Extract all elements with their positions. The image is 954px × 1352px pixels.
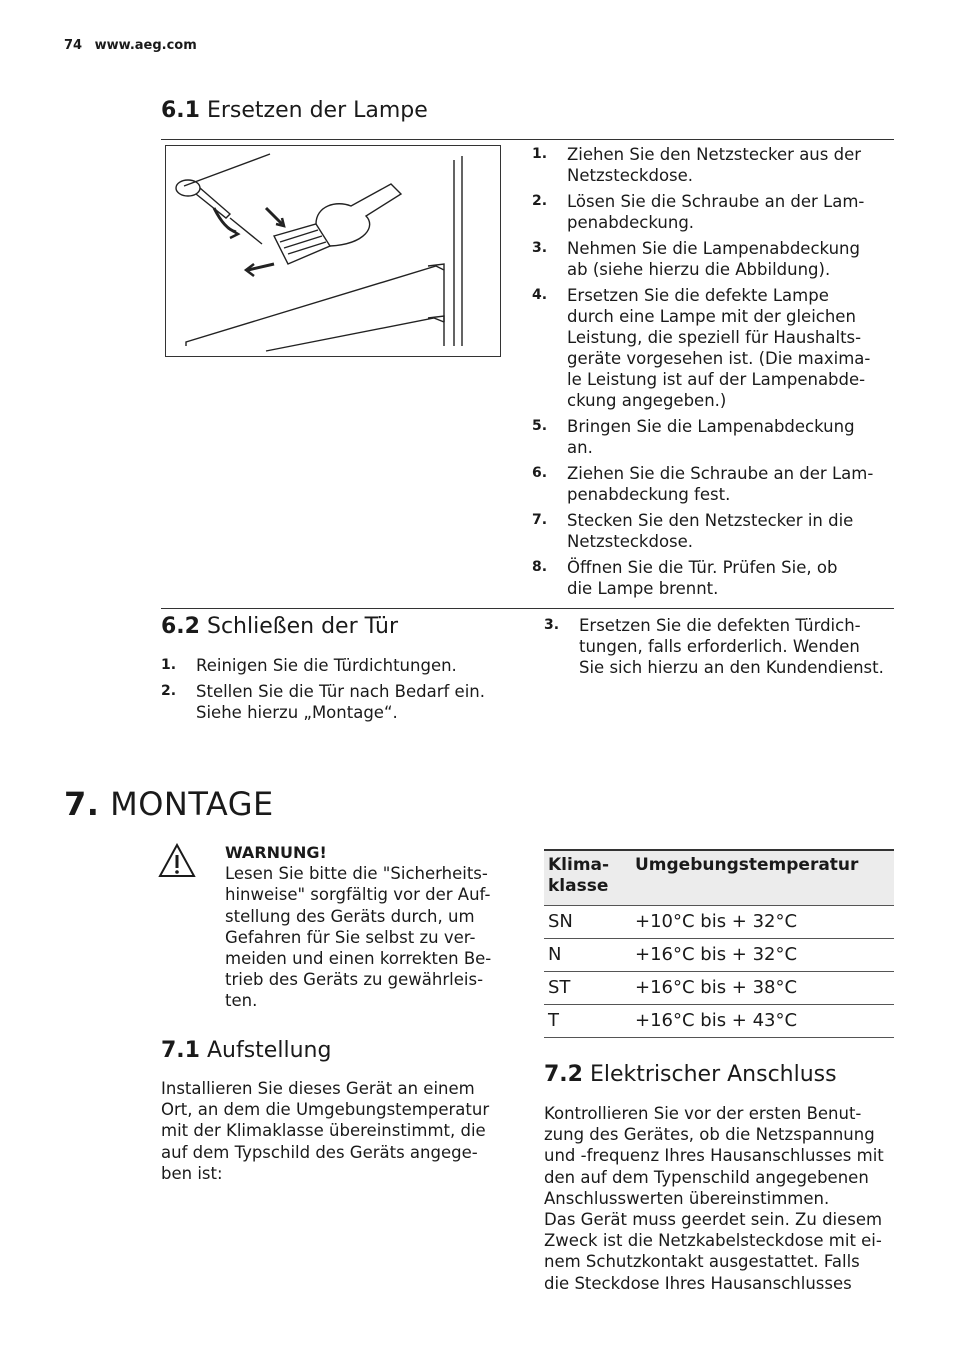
table-row: ST +16°C bis + 38°C [544,972,894,1005]
section-6-1-heading [161,97,428,125]
section-title: Ersetzen der Lampe [206,98,428,123]
website-link[interactable]: www.aeg.com [94,38,197,53]
list-item: 3. Ersetzen Sie die defekten Türdich- tungen, falls erforderlich. Wenden Sie sich hierzu an den Kundendienst. [544,616,884,677]
lamp-diagram-icon [166,146,500,356]
list-item: 8. Öffnen Sie die Tür. Prüfen Sie, ob die Lampe brennt. [532,558,838,598]
list-item: 2. Lösen Sie die Schraube an der Lam- penabdeckung. [532,192,865,232]
table-row: T +16°C bis + 43°C [544,1005,894,1038]
section-number: 6.1 [161,98,200,123]
section-title: Aufstellung [206,1038,332,1063]
lamp-steps-list [532,144,894,604]
list-item: 4. Ersetzen Sie die defekte Lampe durch eine Lampe mit der gleichen Leistung, die speziell für Haushalts- geräte vorgesehen ist. (Die maxima- le Leistung ist auf der Lampenabde- ckung angegeben.) [532,286,871,410]
section-7-2-heading [544,1061,837,1089]
list-item: 1. Reinigen Sie die Türdichtungen. [161,656,457,675]
table-row: N +16°C bis + 32°C [544,939,894,972]
chapter-heading [64,782,274,826]
column-header-temperature: Umgebungstemperatur [631,850,894,906]
page-header [64,38,197,53]
section-6-2-heading [161,613,398,641]
section-number: 6.2 [161,614,200,639]
list-item: 5. Bringen Sie die Lampenabdeckung an. [532,417,855,457]
electrical-text: Kontrollieren Sie vor der ersten Benut- zung des Gerätes, ob die Netzspannung und -frequenz Ihres Hausanschlusses mit den auf dem Typenschild angegebenen Anschlusswerten übereinstimmen. Das Gerät muss geerdet sein. Zu diesem Zweck ist die Netzkabelsteckdose mit ei- nem Schutzkontakt ausgestattet. Falls die Steckdose Ihres Hausanschlusses [544,1104,884,1293]
chapter-title: MONTAGE [110,785,274,823]
chapter-number: 7. [64,785,100,823]
climate-class-table [544,849,894,1038]
divider [161,139,894,140]
divider [161,608,894,609]
section-number: 7.2 [544,1062,583,1087]
page-number: 74 [64,38,83,53]
installation-text: Installieren Sie dieses Gerät an einem Ort, an dem die Umgebungstemperatur mit der Klimaklasse übereinstimmt, die auf dem Typschild des Geräts angege- ben ist: [161,1079,490,1183]
section-number: 7.1 [161,1038,200,1063]
table-row: SN +10°C bis + 32°C [544,906,894,939]
door-steps-list [161,655,511,728]
warning-block: WARNUNG! Lesen Sie bitte die "Sicherheits- hinweise" sorgfältig vor der Auf- stellung des Geräts durch, um Gefahren für Sie selbst zu ver- meiden und einen korrekten Be- trieb des Geräts zu gewährleis- ten. [225,842,515,1012]
list-item: 2. Stellen Sie die Tür nach Bedarf ein. Siehe hierzu „Montage“. [161,682,485,722]
list-item: 6. Ziehen Sie die Schraube an der Lam- penabdeckung fest. [532,464,874,504]
section-title: Elektrischer Anschluss [589,1062,837,1087]
lamp-replacement-illustration [165,145,501,357]
section-7-1-heading [161,1037,331,1065]
warning-title: WARNUNG! [225,843,327,862]
list-item: 7. Stecken Sie den Netzstecker in die Netzsteckdose. [532,511,854,551]
door-steps-list-continued [544,615,904,683]
list-item: 3. Nehmen Sie die Lampenabdeckung ab (siehe hierzu die Abbildung). [532,239,860,279]
section-title: Schließen der Tür [206,614,399,639]
warning-icon [158,843,196,883]
list-item: 1. Ziehen Sie den Netzstecker aus der Netzsteckdose. [532,145,862,185]
table-header-row [544,850,894,906]
column-header-class: Klima- klasse [544,850,631,906]
